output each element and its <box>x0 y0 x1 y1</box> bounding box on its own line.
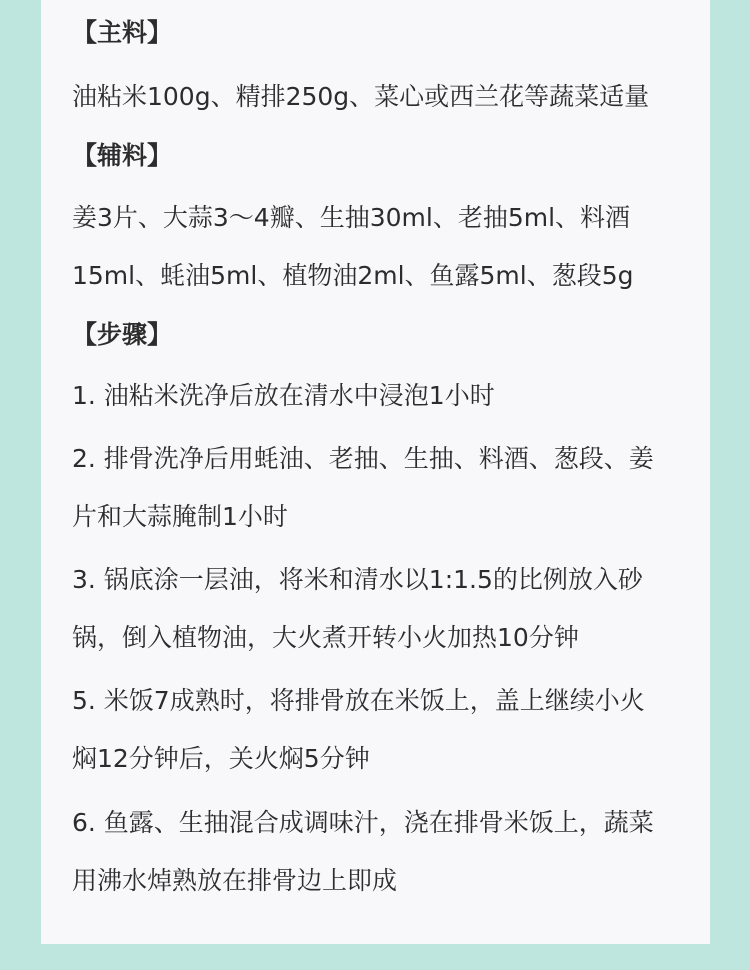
step-6-line-1: 6. 鱼露、生抽混合成调味汁，浇在排骨米饭上，蔬菜 <box>72 808 654 837</box>
steps-heading: 【步骤】 <box>72 320 173 349</box>
aux-ingredients-line-2: 15ml、蚝油5ml、植物油2ml、鱼露5ml、葱段5g <box>72 261 634 290</box>
step-1-line-1: 1. 油粘米洗净后放在清水中浸泡1小时 <box>72 381 495 410</box>
step-2-line-2: 片和大蒜腌制1小时 <box>72 502 288 531</box>
step-5-line-1: 5. 米饭7成熟时，将排骨放在米饭上，盖上继续小火 <box>72 686 645 715</box>
aux-ingredients-heading: 【辅料】 <box>72 141 173 170</box>
step-3-line-2: 锅，倒入植物油，大火煮开转小火加热10分钟 <box>72 623 579 652</box>
main-ingredients-text: 油粘米100g、精排250g、菜心或西兰花等蔬菜适量 <box>72 82 650 111</box>
step-2-line-1: 2. 排骨洗净后用蚝油、老抽、生抽、料酒、葱段、姜 <box>72 444 654 473</box>
step-3-line-1: 3. 锅底涂一层油，将米和清水以1:1.5的比例放入砂 <box>72 565 643 594</box>
step-6-line-2: 用沸水焯熟放在排骨边上即成 <box>72 866 398 895</box>
aux-ingredients-line-1: 姜3片、大蒜3～4瓣、生抽30ml、老抽5ml、料酒 <box>72 203 631 232</box>
step-5-line-2: 焖12分钟后，关火焖5分钟 <box>72 744 370 773</box>
main-ingredients-heading: 【主料】 <box>72 18 173 47</box>
